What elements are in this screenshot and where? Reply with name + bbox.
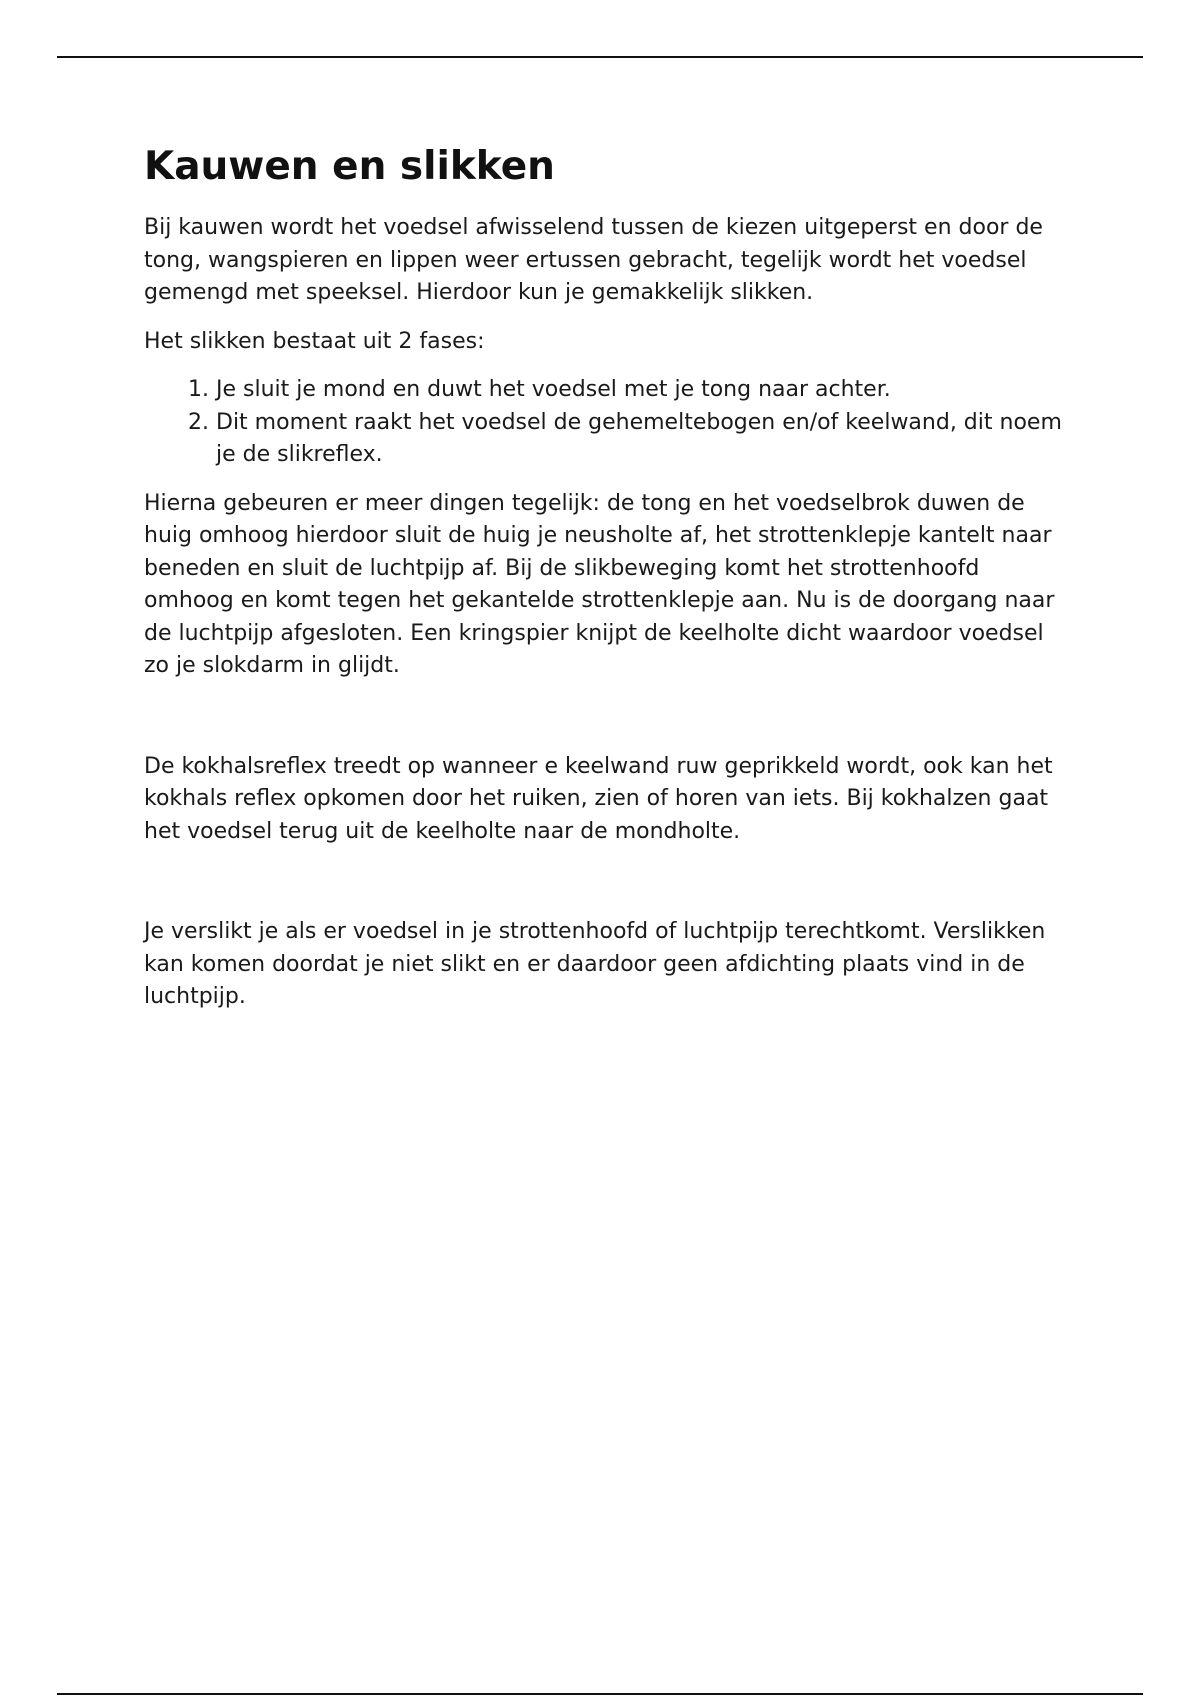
page-title: Kauwen en slikken	[144, 144, 555, 189]
top-divider	[57, 56, 1143, 58]
paragraph-kokhalsreflex: De kokhalsreflex treedt op wanneer e keelwand ruw geprikkeld wordt, ook kan het kokhals reflex opkomen door het ruiken, zien of horen van iets. Bij kokhalzen gaat het voedsel terug uit de keelholte naar de mondholte.	[144, 753, 1053, 844]
paragraph-hierna: Hierna gebeuren er meer dingen tegelijk: de tong en het voedselbrok duwen de huig omhoog hierdoor sluit de huig je neusholte af, het strottenklepje kantelt naar beneden en sluit de luchtpijp af. Bij de slikbeweging komt het strottenhoofd omhoog en komt tegen het gekantelde strottenklepje aan. Nu is de doorgang naar de luchtpijp afgesloten. Een kringspier knijpt de keelholte dicht waardoor voedsel zo je slokdarm in glijdt.	[144, 490, 1055, 678]
bottom-divider	[57, 1693, 1143, 1695]
list-item: 2. Dit moment raakt het voedsel de gehemeltebogen en/of keelwand, dit noem je de slikreflex.	[216, 407, 1064, 472]
spacer	[144, 699, 1064, 751]
paragraph-verslikken: Je verslikt je als er voedsel in je strottenhoofd of luchtpijp terechtkomt. Verslikken kan komen doordat je niet slikt en er daardoor geen afdichting plaats vind in de luchtpijp.	[144, 919, 1046, 1009]
list-item: 1. Je sluit je mond en duwt het voedsel met je tong naar achter.	[216, 374, 1064, 407]
paragraph-slikken-intro: Het slikken bestaat uit 2 fases:	[144, 328, 485, 354]
slik-phases-list	[144, 374, 1064, 472]
paragraph-kauwen: Bij kauwen wordt het voedsel afwisselend tussen de kiezen uitgeperst en door de tong, wangspieren en lippen weer ertussen gebracht, tegelijk wordt het voedsel gemengd met speeksel. Hierdoor kun je gemakkelijk slikken.	[144, 215, 1043, 305]
spacer	[144, 864, 1064, 916]
document-body	[144, 142, 1064, 1030]
